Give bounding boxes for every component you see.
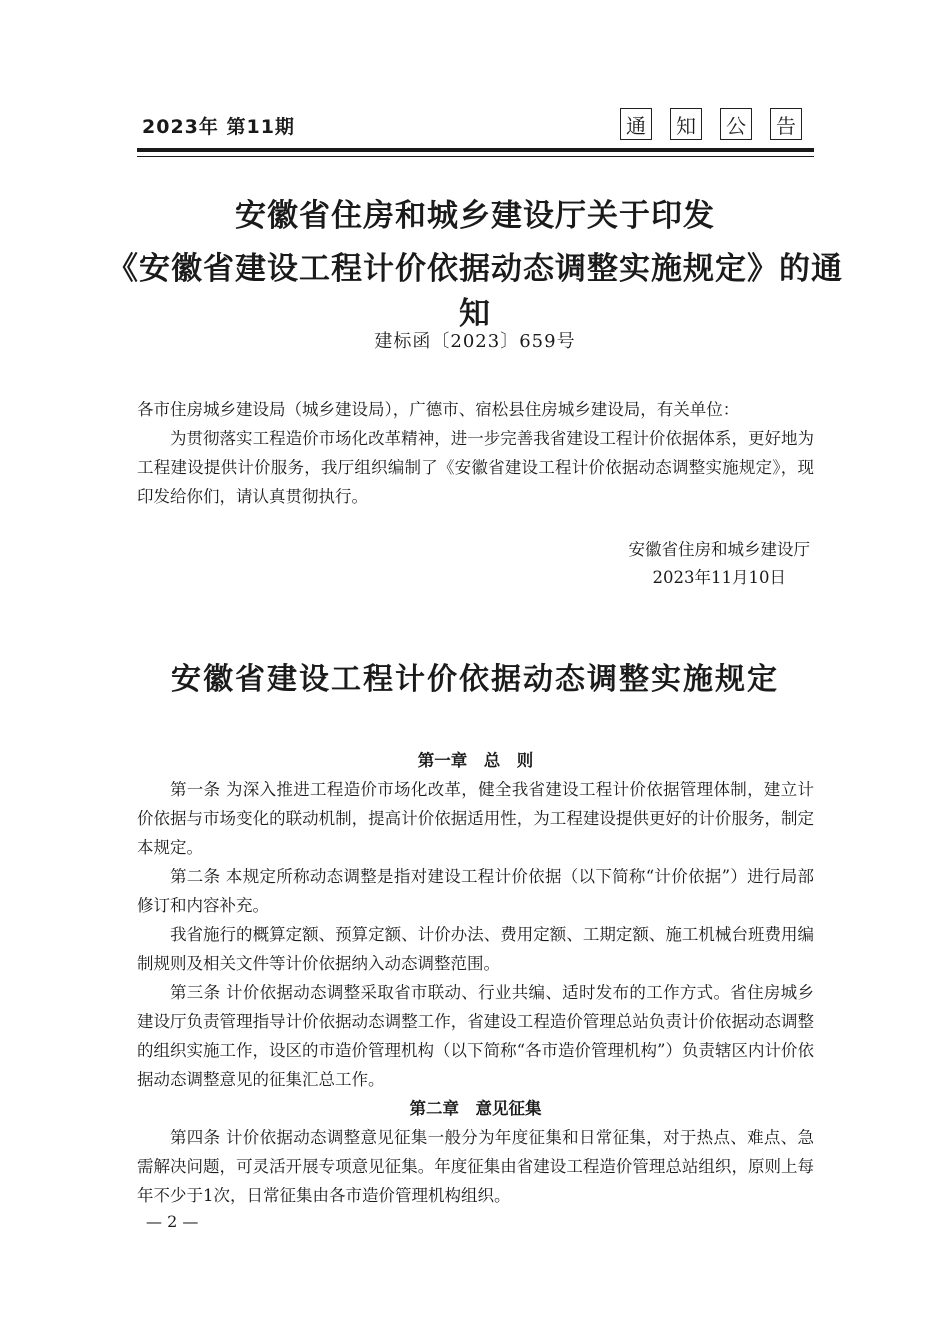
- section-char: 知: [670, 108, 702, 140]
- notice-title-line2: 《安徽省建设工程计价依据动态调整实施规定》的通知: [107, 251, 843, 332]
- section-char: 告: [770, 108, 802, 140]
- salutation: 各市住房城乡建设局（城乡建设局），广德市、宿松县住房城乡建设局，有关单位：: [137, 400, 740, 419]
- section-label: [620, 108, 802, 140]
- notice-title-line1: 安徽省住房和城乡建设厅关于印发: [235, 198, 715, 234]
- article: 第二条 本规定所称动态调整是指对建设工程计价依据（以下简称“计价依据”）进行局部修订和内容补充。: [137, 867, 814, 915]
- section-char: 通: [620, 108, 652, 140]
- article: 第三条 计价依据动态调整采取省市联动、行业共编、适时发布的工作方式。省住房城乡建设厅负责管理指导计价依据动态调整工作，省建设工程造价管理总站负责计价依据动态调整的组织实施工作，设区的市造价管理机构（以下简称“各市造价管理机构”）负责辖区内计价依据动态调整意见的征集汇总工作。: [137, 983, 814, 1089]
- notice-paragraph: 为贯彻落实工程造价市场化改革精神，进一步完善我省建设工程计价依据体系，更好地为工程建设提供计价服务，我厅组织编制了《安徽省建设工程计价依据动态调整实施规定》，现印发给你们，请认真贯彻执行。: [137, 429, 814, 506]
- header-rule: [137, 148, 814, 152]
- header-rule-thin: [137, 156, 814, 157]
- issue-label: 2023年 第11期: [142, 116, 295, 138]
- chapter-heading: 第一章 总 则: [417, 751, 534, 770]
- page-number: — 2 —: [146, 1212, 199, 1231]
- rules-body: [137, 746, 814, 1210]
- article: 第一条 为深入推进工程造价市场化改革，健全我省建设工程计价依据管理体制，建立计价依据与市场变化的联动机制，提高计价依据适用性，为工程建设提供更好的计价服务，制定本规定。: [137, 780, 814, 857]
- issue-date: 2023年11月10日: [652, 568, 786, 587]
- article-paragraph: 我省施行的概算定额、预算定额、计价办法、费用定额、工期定额、施工机械台班费用编制规则及相关文件等计价依据纳入动态调整范围。: [137, 925, 814, 973]
- section-char: 公: [720, 108, 752, 140]
- signer: 安徽省住房和城乡建设厅: [628, 540, 810, 559]
- rules-title: 安徽省建设工程计价依据动态调整实施规定: [171, 662, 779, 697]
- document-number: 建标函〔2023〕659号: [374, 331, 576, 352]
- article: 第四条 计价依据动态调整意见征集一般分为年度征集和日常征集，对于热点、难点、急需解决问题，可灵活开展专项意见征集。年度征集由省建设工程造价管理总站组织，原则上每年不少于1次，日常征集由各市造价管理机构组织。: [137, 1128, 814, 1205]
- chapter-heading: 第二章 意见征集: [409, 1099, 542, 1118]
- signature-block: [629, 536, 811, 592]
- notice-body: [137, 395, 814, 511]
